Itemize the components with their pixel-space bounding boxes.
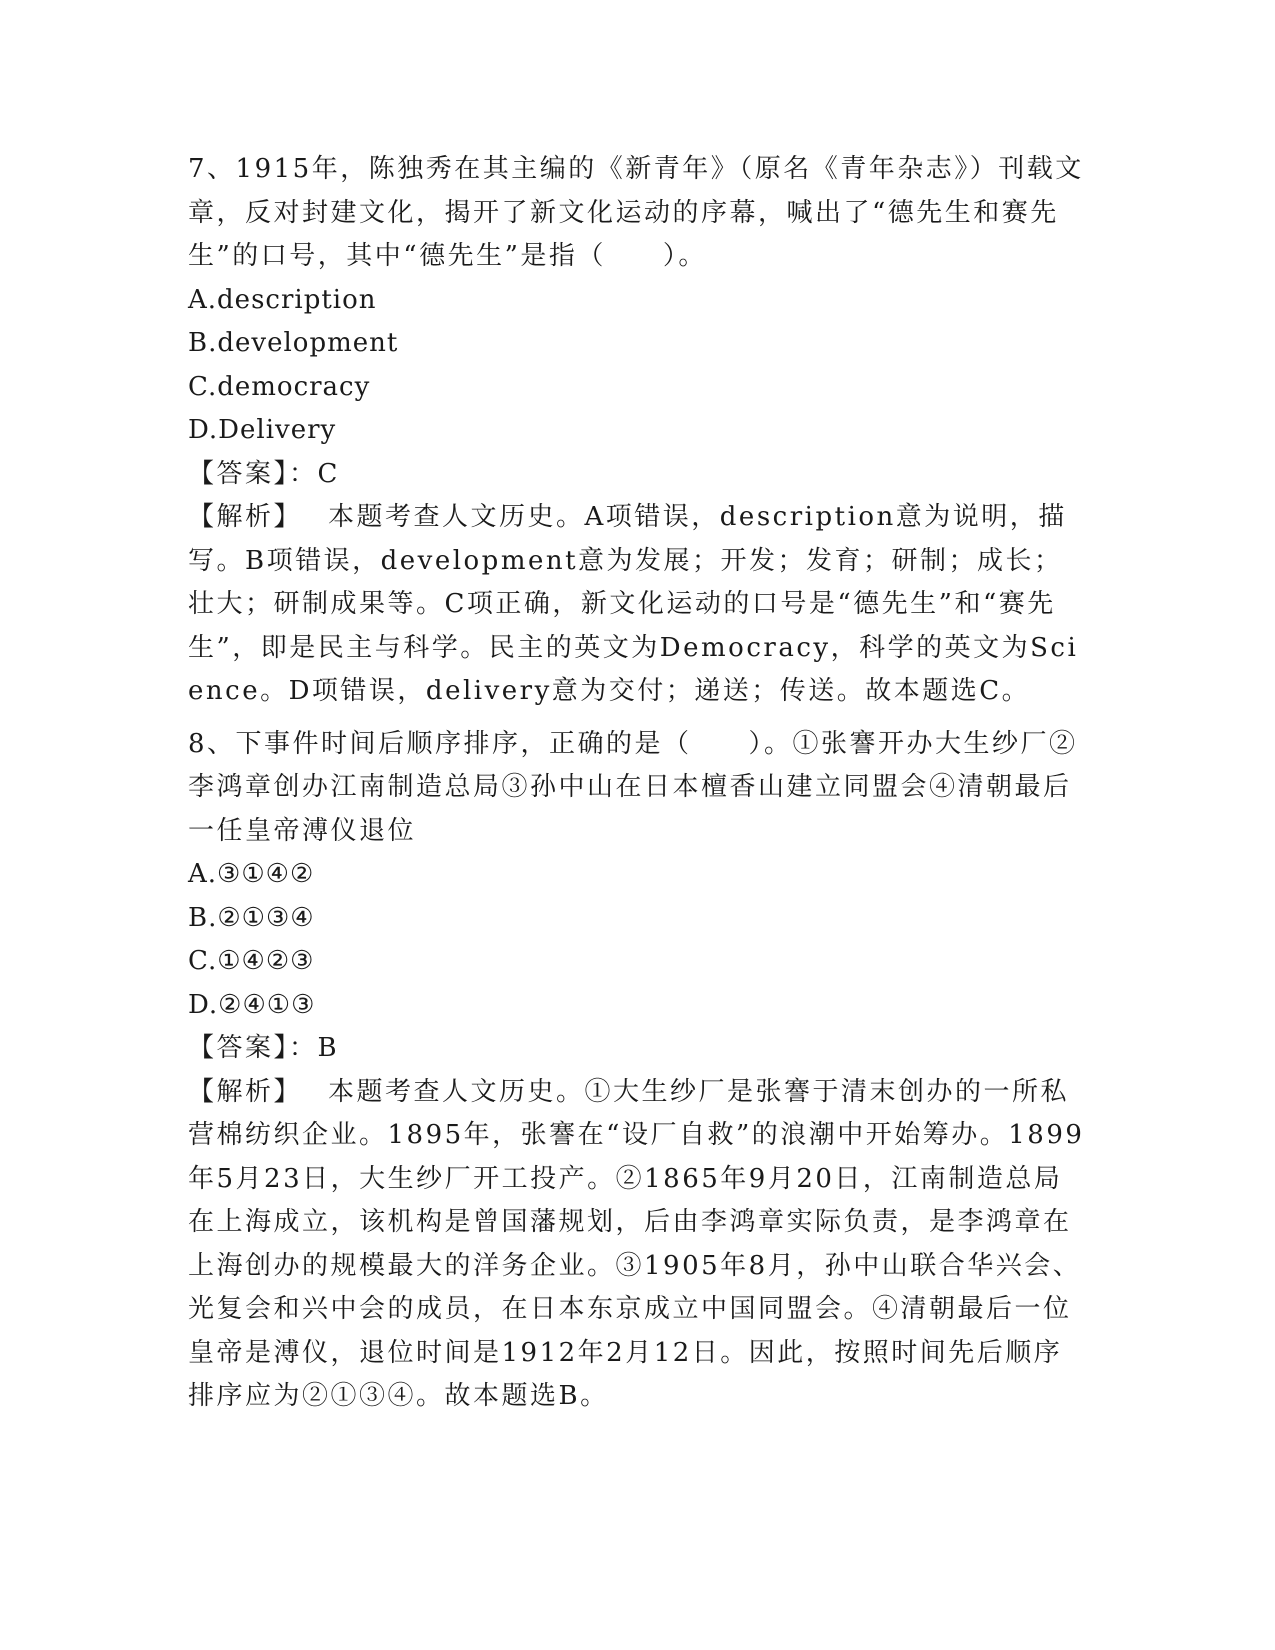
- option-b: B.development: [188, 328, 399, 358]
- analysis-label: 【解析】: [188, 502, 303, 532]
- analysis-text: 本题考查人文历史。①大生纱厂是张謇于清末创办的一所私营棉纺织企业。1895年，张謇在“设厂自救”的浪潮中开始筹办。1899年5月23日，大生纱厂开工投产。②1865年9月20日，江南制造总局在上海成立，该机构是曾国藩规划，后由李鸿章实际负责，是李鸿章在上海创办的规模最大的洋务企业。③1905年8月，孙中山联合华兴会、光复会和兴中会的成员，在日本东京成立中国同盟会。④清朝最后一位皇帝是溥仪，退位时间是1912年2月12日。因此，按照时间先后顺序排序应为②①③④。故本题选B。: [188, 1076, 1085, 1411]
- answer-value: C: [317, 458, 340, 489]
- option-d: D.②④①③: [188, 989, 316, 1020]
- question-stem: 7、1915年，陈独秀在其主编的《新青年》（原名《青年杂志》）刊载文章，反对封建文化，揭开了新文化运动的序幕，喊出了“德先生和赛先生”的口号，其中“德先生”是指（ ）。: [188, 154, 1084, 271]
- option-c: C.①④②③: [188, 946, 315, 976]
- analysis-paragraph: [188, 1071, 1088, 1419]
- answer-line: [188, 453, 1088, 497]
- question-7: [188, 148, 1088, 714]
- answer-label: 【答案】：: [188, 1033, 318, 1063]
- option-c: C.democracy: [188, 371, 371, 402]
- analysis-label: 【解析】: [188, 1076, 303, 1107]
- question-stem: 8、下事件时间后顺序排序，正确的是（ ）。①张謇开办大生纱厂②李鸿章创办江南制造总局③孙中山在日本檀香山建立同盟会④清朝最后一任皇帝溥仪退位: [188, 728, 1078, 846]
- option-d: D.Delivery: [188, 415, 337, 445]
- analysis-text: 本题考查人文历史。A项错误，description意为说明，描写。B项错误，development意为发展；开发；发育；研制；成长；壮大；研制成果等。C项正确，新文化运动的口号是“德先生”和“赛先生”，即是民主与科学。民主的英文为Democracy，科学的英文为Science。D项错误，delivery意为交付；递送；传送。故本题选C。: [188, 502, 1079, 706]
- analysis-paragraph: [188, 496, 1088, 714]
- answer-label: 【答案】：: [188, 458, 318, 489]
- question-8: [188, 723, 1088, 1419]
- option-b: B.②①③④: [188, 902, 315, 933]
- document-page: [188, 148, 1088, 1419]
- option-a: A.description: [188, 284, 377, 315]
- option-a: A.③①④②: [188, 859, 315, 889]
- answer-value: B: [317, 1033, 340, 1063]
- answer-line: [188, 1027, 1088, 1071]
